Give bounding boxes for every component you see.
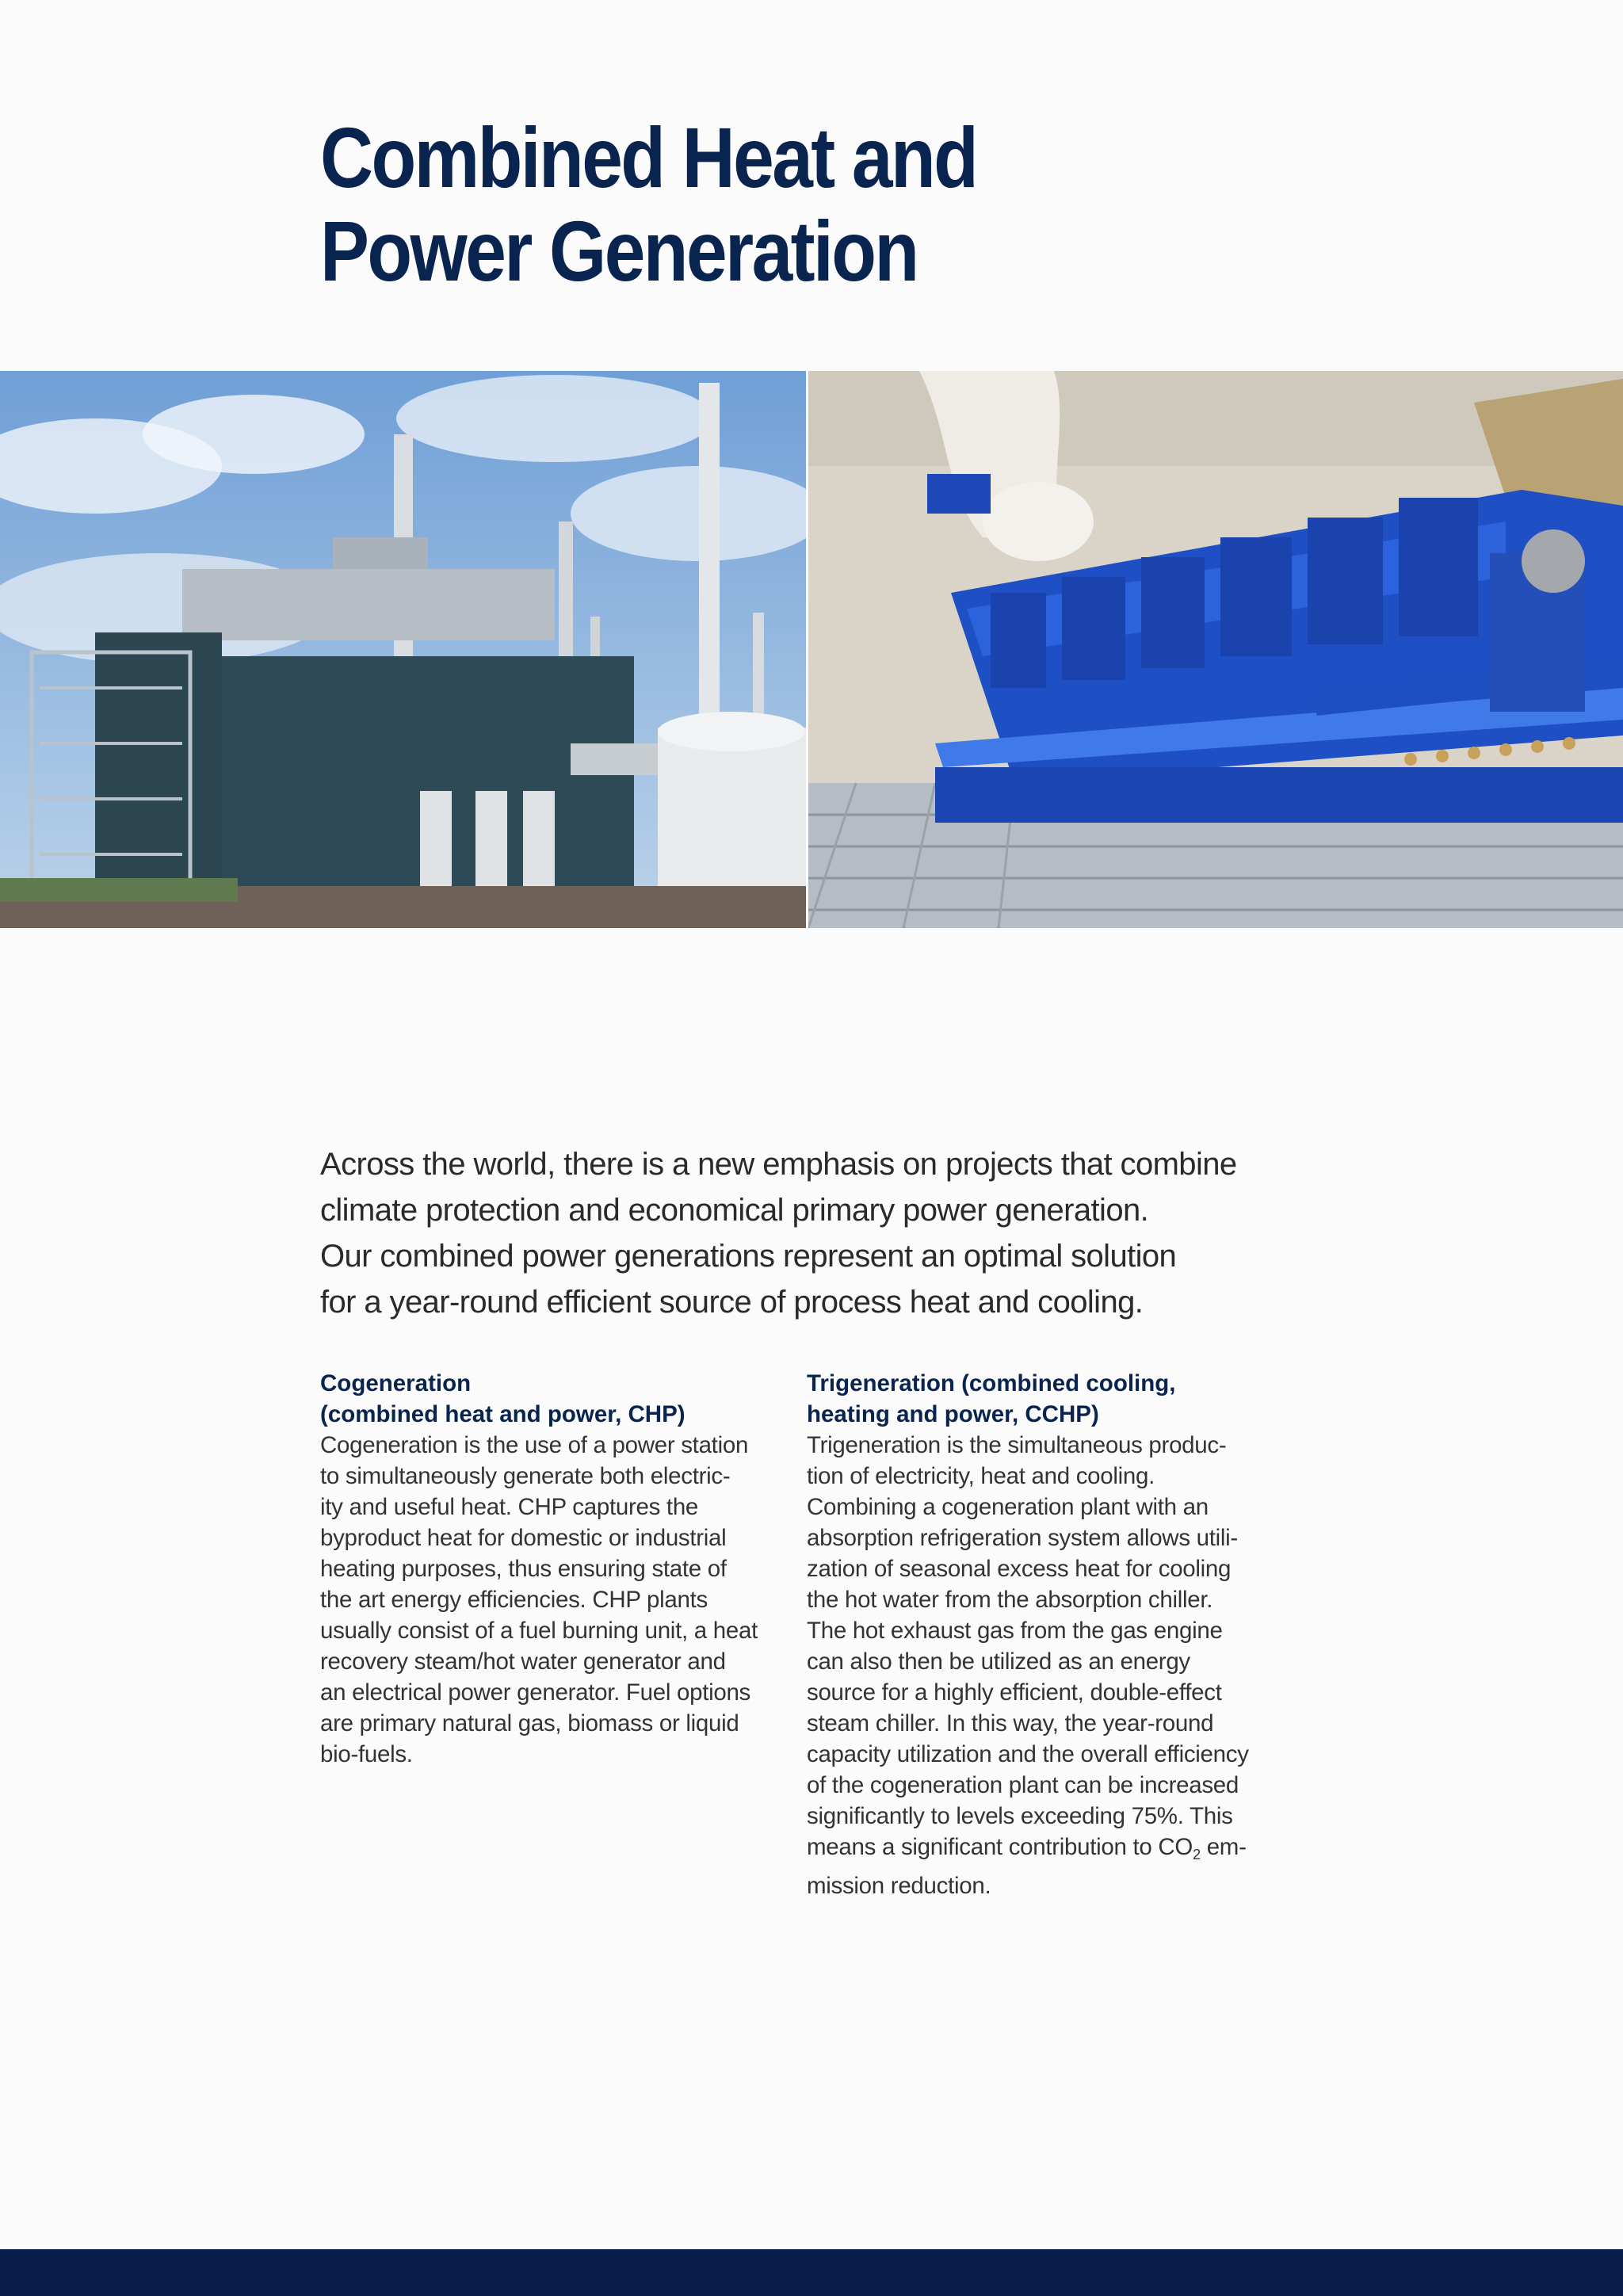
body-line: capacity utilization and the overall efficiency — [807, 1741, 1249, 1767]
body-line: absorption refrigeration system allows utili- — [807, 1525, 1238, 1551]
body-line: zation of seasonal excess heat for cooling — [807, 1556, 1232, 1582]
body-line: significantly to levels exceeding 75%. This — [807, 1803, 1233, 1829]
body-line: the art energy efficiencies. CHP plants — [320, 1587, 708, 1613]
power-plant-building-photo — [0, 371, 806, 928]
cogeneration-section — [320, 1368, 780, 1770]
body-line: Combining a cogeneration plant with an — [807, 1494, 1209, 1520]
cogeneration-body — [320, 1430, 780, 1770]
footer-bar — [0, 2249, 1623, 2296]
body-line: mission reduction. — [807, 1873, 991, 1899]
body-line: usually consist of a fuel burning unit, a heat — [320, 1618, 758, 1644]
body-line: can also then be utilized as an energy — [807, 1648, 1190, 1675]
page-title — [320, 111, 976, 298]
body-line: Trigeneration is the simultaneous produc- — [807, 1432, 1227, 1458]
body-line: Cogeneration is the use of a power station — [320, 1432, 749, 1458]
body-line: recovery steam/hot water generator and — [320, 1648, 726, 1675]
body-line: are primary natural gas, biomass or liquid — [320, 1710, 739, 1736]
co2-tail: em- — [1200, 1834, 1247, 1860]
co2-text: means a significant contribution to CO — [807, 1834, 1193, 1860]
intro-line: Our combined power generations represent an optimal solution — [320, 1239, 1177, 1274]
body-line: the hot water from the absorption chiller. — [807, 1587, 1213, 1613]
trigeneration-section — [807, 1368, 1282, 1901]
photo-strip — [0, 371, 1623, 928]
trigeneration-body — [807, 1430, 1282, 1901]
body-line: source for a highly efficient, double-effect — [807, 1679, 1222, 1706]
heading-line: (combined heat and power, CHP) — [320, 1401, 685, 1427]
heading-line: Trigeneration (combined cooling, — [807, 1370, 1176, 1396]
title-line-1: Combined Heat and — [320, 109, 977, 205]
body-line: an electrical power generator. Fuel options — [320, 1679, 751, 1706]
intro-line: climate protection and economical primary power generation. — [320, 1193, 1149, 1228]
title-line-2: Power Generation — [320, 203, 918, 299]
intro-line: for a year-round efficient source of process heat and cooling. — [320, 1285, 1144, 1320]
body-line-co2 — [807, 1832, 1282, 1870]
body-line: to simultaneously generate both electric- — [320, 1463, 731, 1489]
intro-line: Across the world, there is a new emphasis on projects that combine — [320, 1147, 1237, 1182]
body-line: steam chiller. In this way, the year-round — [807, 1710, 1214, 1736]
gas-engine-photo — [808, 371, 1623, 928]
body-line: heating purposes, thus ensuring state of — [320, 1556, 727, 1582]
body-line: bio-fuels. — [320, 1741, 413, 1767]
cogeneration-heading — [320, 1368, 780, 1430]
heading-line: Cogeneration — [320, 1370, 472, 1396]
intro-paragraph — [320, 1141, 1319, 1325]
co2-subscript: 2 — [1193, 1847, 1201, 1862]
body-line: of the cogeneration plant can be increased — [807, 1772, 1239, 1798]
trigeneration-heading — [807, 1368, 1282, 1430]
body-line: The hot exhaust gas from the gas engine — [807, 1618, 1223, 1644]
body-line: tion of electricity, heat and cooling. — [807, 1463, 1155, 1489]
body-line: ity and useful heat. CHP captures the — [320, 1494, 699, 1520]
heading-line: heating and power, CCHP) — [807, 1401, 1099, 1427]
body-line: byproduct heat for domestic or industrial — [320, 1525, 727, 1551]
